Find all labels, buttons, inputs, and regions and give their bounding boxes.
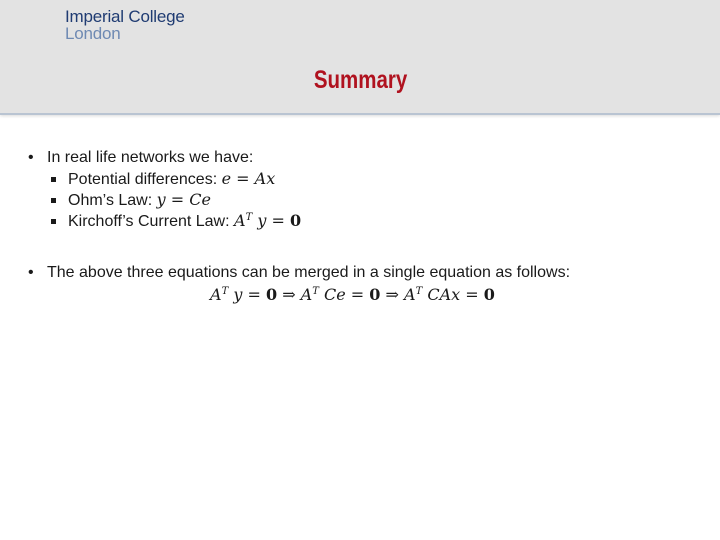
sub-bullet-potential <box>68 169 275 190</box>
equation-ohm: y = Ce <box>156 190 211 209</box>
slide-title: Summary <box>313 66 408 94</box>
sub-bullet-ohm <box>68 190 211 211</box>
bullet-dot-icon: • <box>28 264 34 281</box>
sub-bullet-label: Potential differences: <box>68 171 222 188</box>
logo-line-2: London <box>65 24 121 43</box>
merged-equation: $A^T$ y = 0 ⇒ $A^T$ Ce = 0 ⇒ $A^T$ CAx = 0 <box>210 285 495 304</box>
bullet-dot-icon: • <box>28 149 34 166</box>
sub-bullet-label: Kirchoff’s Current Law: <box>68 213 234 230</box>
bullet-1-text: In real life networks we have: <box>47 149 254 166</box>
square-bullet-icon <box>51 219 56 224</box>
equation-kirchoff: $A^T$ y = 0 <box>234 211 302 230</box>
square-bullet-icon <box>51 177 56 182</box>
bullet-2-text: The above three equations can be merged in a single equation as follows: <box>47 264 571 281</box>
logo-line-1: Imperial College <box>65 7 185 26</box>
sub-bullet-kirchoff <box>68 211 301 232</box>
square-bullet-icon <box>51 198 56 203</box>
equation-potential: e = Ax <box>221 169 276 188</box>
sub-bullet-label: Ohm’s Law: <box>68 192 157 209</box>
